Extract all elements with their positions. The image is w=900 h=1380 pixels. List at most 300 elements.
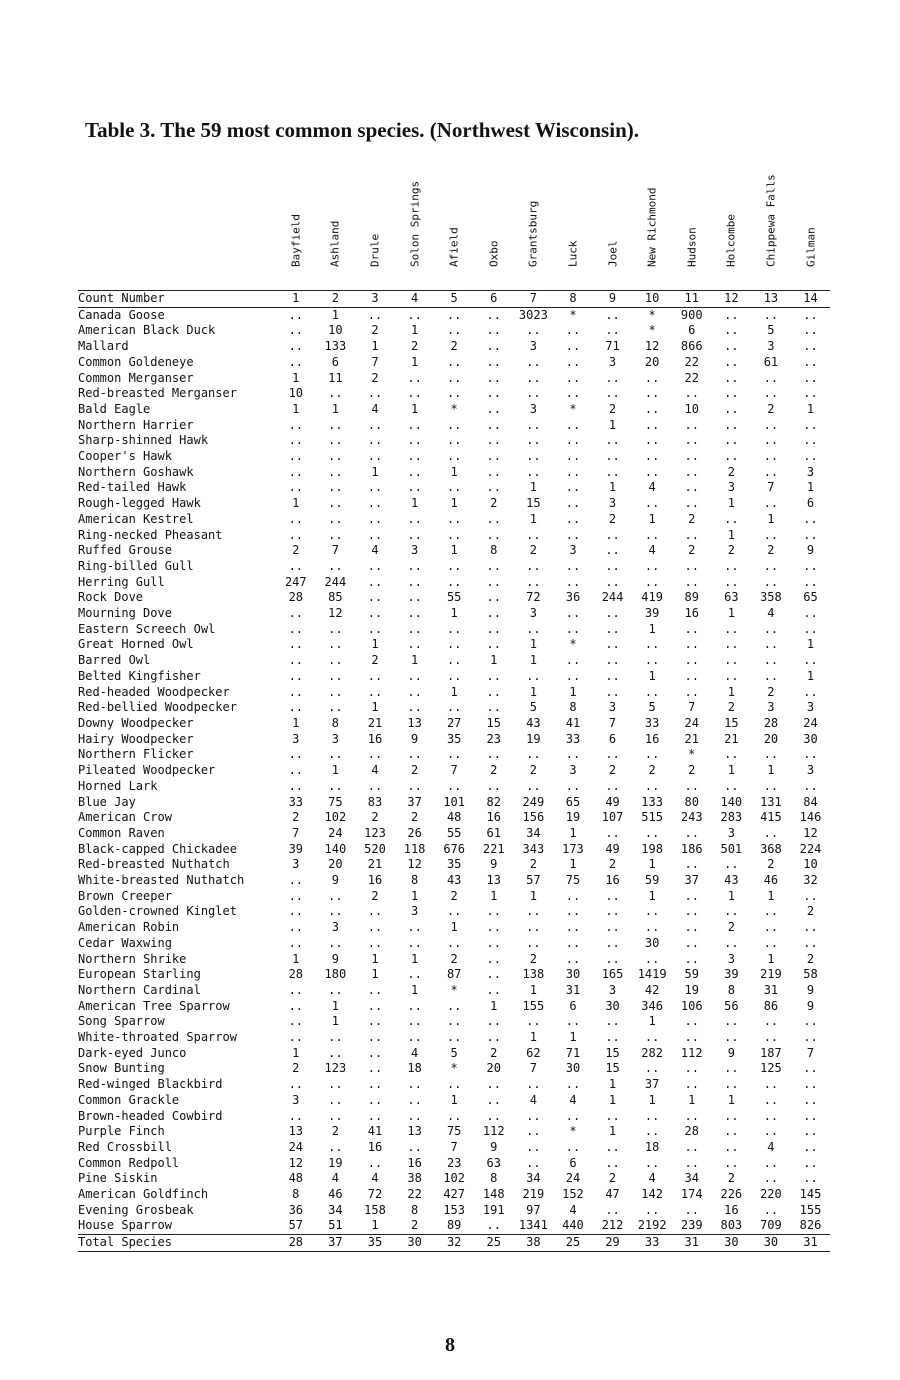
count-cell: 30	[565, 967, 581, 982]
species-name: American Kestrel	[78, 511, 194, 526]
count-cell: 12	[803, 825, 818, 840]
count-cell: 3	[727, 951, 735, 966]
count-cell: 1	[648, 621, 656, 636]
count-cell: ..	[328, 1108, 343, 1123]
count-cell: ..	[644, 653, 660, 668]
count-cell: ..	[407, 417, 422, 432]
total-species-label: Total Species	[78, 1235, 276, 1252]
count-cell: 4	[569, 1202, 577, 1217]
count-cell: 33	[644, 715, 660, 730]
count-cell: ..	[486, 904, 501, 919]
table-row	[78, 1014, 830, 1030]
count-cell: ..	[724, 747, 739, 762]
count-cell: 43	[446, 873, 462, 888]
count-cell: ..	[446, 700, 462, 715]
count-cell: 72	[526, 590, 541, 605]
count-cell: 16	[644, 731, 660, 746]
count-cell: 30	[644, 935, 660, 950]
count-cell: ..	[367, 1077, 383, 1092]
count-cell: 2	[410, 1218, 419, 1233]
count-cell: ..	[367, 935, 383, 950]
count-cell: ..	[328, 1092, 343, 1107]
species-name: Eastern Screech Owl	[78, 621, 216, 636]
count-cell: ..	[803, 1155, 818, 1170]
count-cell: 7	[608, 715, 617, 730]
count-cell: 1	[806, 401, 815, 416]
count-cell: ..	[526, 1014, 541, 1029]
count-cell: ..	[605, 637, 620, 652]
count-cell: 2	[410, 339, 419, 354]
count-cell: ..	[763, 307, 779, 322]
table-row	[78, 873, 830, 889]
table-row	[78, 795, 830, 811]
species-name: Barred Owl	[78, 653, 151, 668]
count-cell: ..	[644, 574, 660, 589]
count-cell: 1	[450, 606, 458, 621]
species-name: Downy Woodpecker	[78, 715, 194, 730]
count-cell: ..	[407, 464, 422, 479]
count-cell: 28	[288, 590, 304, 605]
count-cell: ..	[328, 417, 343, 432]
count-cell: 61	[486, 825, 501, 840]
species-name: Ruffed Grouse	[78, 543, 172, 558]
count-cell: 10	[684, 401, 699, 416]
table-row	[78, 732, 830, 748]
table-row	[78, 669, 830, 685]
count-cell: ..	[288, 904, 304, 919]
count-number-cell: 2	[316, 291, 356, 308]
count-cell: ..	[486, 480, 501, 495]
count-cell: 24	[288, 1139, 304, 1154]
table-row	[78, 936, 830, 952]
species-name: Mourning Dove	[78, 606, 172, 621]
table-row	[78, 386, 830, 402]
count-cell: 2	[806, 904, 815, 919]
count-cell: ..	[486, 606, 501, 621]
count-cell: 18	[644, 1139, 660, 1154]
count-cell: ..	[328, 464, 343, 479]
table-row	[78, 543, 830, 559]
count-cell: ..	[724, 433, 739, 448]
count-cell: ..	[526, 668, 541, 683]
count-cell: ..	[367, 1014, 383, 1029]
count-cell: 219	[522, 1187, 545, 1202]
count-cell: ..	[486, 590, 501, 605]
count-cell: ..	[407, 920, 422, 935]
count-cell: ..	[684, 1030, 699, 1045]
count-cell: ..	[684, 904, 699, 919]
count-cell: ..	[288, 323, 304, 338]
count-cell: 1	[292, 1045, 300, 1060]
count-cell: 107	[601, 810, 624, 825]
count-cell: 7	[688, 700, 696, 715]
count-cell: 72	[367, 1187, 383, 1202]
count-cell: ..	[288, 417, 304, 432]
count-cell: ..	[328, 558, 343, 573]
column-header	[604, 160, 622, 280]
count-cell: 1	[371, 339, 379, 354]
count-cell: 1	[410, 888, 419, 903]
count-cell: ..	[328, 747, 343, 762]
count-cell: ..	[407, 527, 422, 542]
count-cell: ..	[565, 747, 581, 762]
count-cell: 16	[367, 873, 383, 888]
count-cell: 4	[767, 606, 775, 621]
count-cell: 16	[684, 606, 699, 621]
count-cell: 427	[443, 1187, 466, 1202]
count-cell: 146	[799, 810, 822, 825]
count-cell: ..	[565, 888, 581, 903]
table-row	[78, 747, 830, 763]
count-cell: ..	[486, 511, 501, 526]
count-cell: ..	[367, 982, 383, 997]
count-cell: 57	[288, 1218, 304, 1233]
species-name: Blue Jay	[78, 794, 136, 809]
count-cell: ..	[288, 339, 304, 354]
column-header	[722, 160, 740, 280]
count-cell: 2	[529, 857, 537, 872]
count-cell: 37	[684, 873, 699, 888]
count-cell: ..	[407, 307, 422, 322]
count-cell: ..	[486, 527, 501, 542]
count-cell: 7	[331, 543, 339, 558]
count-cell: 140	[720, 794, 743, 809]
count-cell: ..	[486, 464, 501, 479]
count-cell: ..	[605, 621, 620, 636]
table-row	[78, 449, 830, 465]
count-cell: 20	[763, 731, 779, 746]
count-cell: ..	[407, 433, 422, 448]
count-cell: 4	[371, 1171, 379, 1186]
count-cell: 62	[526, 1045, 541, 1060]
count-cell: ..	[288, 700, 304, 715]
count-cell: ..	[407, 590, 422, 605]
count-cell: ..	[328, 449, 343, 464]
count-cell: ..	[367, 1092, 383, 1107]
count-cell: ..	[288, 998, 304, 1013]
count-cell: *	[648, 307, 656, 322]
table-row	[78, 685, 830, 701]
count-cell: 419	[641, 590, 663, 605]
count-cell: 118	[403, 841, 426, 856]
count-cell: ..	[446, 449, 462, 464]
count-cell: ..	[644, 527, 660, 542]
count-cell: 282	[641, 1045, 663, 1060]
count-cell: ..	[684, 1077, 699, 1092]
count-cell: 3	[569, 763, 577, 778]
count-cell: 173	[562, 841, 584, 856]
table-row	[78, 1046, 830, 1062]
count-cell: ..	[803, 606, 818, 621]
count-cell: 10	[803, 857, 818, 872]
count-cell: 42	[644, 982, 660, 997]
count-cell: 49	[605, 794, 620, 809]
count-cell: ..	[644, 904, 660, 919]
count-cell: 180	[324, 967, 347, 982]
count-cell: ..	[684, 857, 699, 872]
count-cell: ..	[328, 700, 343, 715]
count-cell: ..	[367, 574, 383, 589]
count-cell: ..	[288, 684, 304, 699]
count-cell: ..	[565, 323, 581, 338]
count-cell: 2	[688, 763, 696, 778]
count-cell: 65	[803, 590, 818, 605]
total-cell: 32	[434, 1235, 474, 1252]
count-cell: ..	[288, 653, 304, 668]
count-cell: ..	[803, 935, 818, 950]
count-cell: 9	[806, 998, 815, 1013]
count-cell: ..	[288, 527, 304, 542]
column-header-label: Afield	[447, 227, 461, 267]
species-count-table	[78, 290, 830, 1252]
count-cell: ..	[407, 621, 422, 636]
count-cell: ..	[486, 982, 501, 997]
species-name: American Robin	[78, 920, 180, 935]
count-cell: ..	[724, 574, 739, 589]
count-cell: ..	[526, 354, 541, 369]
count-cell: 158	[364, 1202, 386, 1217]
count-cell: 11	[328, 370, 343, 385]
count-cell: 15	[526, 496, 541, 511]
total-cell: 30	[395, 1235, 435, 1252]
count-cell: ..	[288, 982, 304, 997]
count-cell: ..	[803, 778, 818, 793]
table-row	[78, 842, 830, 858]
table-row	[78, 371, 830, 387]
species-name: European Starling	[78, 967, 201, 982]
count-cell: ..	[684, 888, 699, 903]
count-cell: 1	[529, 684, 537, 699]
count-cell: ..	[644, 449, 660, 464]
count-cell: 16	[724, 1202, 739, 1217]
count-cell: 220	[760, 1187, 782, 1202]
count-cell: 131	[760, 794, 782, 809]
count-cell: ..	[486, 1108, 501, 1123]
count-cell: ..	[684, 653, 699, 668]
column-header-label: Chippewa Falls	[764, 174, 778, 267]
count-cell: 346	[641, 998, 663, 1013]
table-row	[78, 1140, 830, 1156]
count-cell: ..	[684, 1108, 699, 1123]
species-name: Evening Grosbeak	[78, 1202, 194, 1217]
count-cell: ..	[644, 496, 660, 511]
count-cell: 7	[450, 763, 458, 778]
count-cell: ..	[763, 558, 779, 573]
count-cell: ..	[763, 464, 779, 479]
count-cell: ..	[605, 606, 620, 621]
count-cell: 21	[684, 731, 699, 746]
count-cell: 2	[371, 323, 379, 338]
count-cell: 3	[292, 1092, 300, 1107]
count-number-cell: 1	[276, 291, 316, 308]
count-cell: ..	[328, 1030, 343, 1045]
count-cell: 35	[446, 731, 462, 746]
count-cell: ..	[367, 606, 383, 621]
table-row	[78, 1203, 830, 1219]
species-name: Brown-headed Cowbird	[78, 1108, 223, 1123]
count-cell: 1	[529, 982, 537, 997]
column-header	[485, 160, 503, 280]
table-row	[78, 606, 830, 622]
count-cell: ..	[526, 1155, 541, 1170]
count-cell: ..	[565, 558, 581, 573]
count-cell: ..	[446, 1014, 462, 1029]
count-cell: ..	[407, 606, 422, 621]
count-cell: ..	[367, 417, 383, 432]
count-cell: ..	[803, 339, 818, 354]
count-cell: 4	[648, 480, 656, 495]
count-cell: 13	[407, 1124, 422, 1139]
count-cell: ..	[565, 951, 581, 966]
count-cell: 2	[608, 763, 617, 778]
count-cell: ..	[644, 386, 660, 401]
count-cell: ..	[763, 386, 779, 401]
count-cell: ..	[328, 684, 343, 699]
count-cell: ..	[644, 951, 660, 966]
count-cell: 3	[608, 354, 617, 369]
total-cell: 28	[276, 1235, 316, 1252]
count-cell: ..	[407, 386, 422, 401]
count-cell: ..	[288, 668, 304, 683]
species-name: Ring-necked Pheasant	[78, 527, 223, 542]
count-cell: ..	[446, 1077, 462, 1092]
count-cell: 3	[529, 339, 537, 354]
column-header-label: Joel	[606, 240, 620, 267]
count-cell: ..	[565, 1014, 581, 1029]
count-cell: ..	[724, 653, 739, 668]
count-cell: 71	[565, 1045, 581, 1060]
count-number-cell: 6	[474, 291, 514, 308]
count-cell: 22	[407, 1187, 422, 1202]
count-cell: 1	[410, 951, 419, 966]
count-cell: 33	[565, 731, 581, 746]
count-cell: 2	[371, 888, 379, 903]
count-cell: 10	[328, 323, 343, 338]
count-cell: 61	[763, 354, 779, 369]
count-cell: 7	[450, 1139, 458, 1154]
count-cell: 1	[331, 1014, 339, 1029]
table-row	[78, 637, 830, 653]
count-cell: ..	[288, 1014, 304, 1029]
column-header-label: Gilman	[804, 227, 818, 267]
count-cell: 9	[410, 731, 419, 746]
total-cell: 31	[672, 1235, 712, 1252]
count-cell: 75	[328, 794, 343, 809]
count-cell: ..	[486, 684, 501, 699]
count-cell: 1	[648, 888, 656, 903]
count-cell: ..	[644, 1108, 660, 1123]
count-number-cell: 7	[514, 291, 554, 308]
count-cell: ..	[763, 417, 779, 432]
count-cell: 2	[688, 543, 696, 558]
count-cell: 48	[288, 1171, 304, 1186]
species-name: American Crow	[78, 810, 172, 825]
count-cell: ..	[605, 574, 620, 589]
count-cell: 1	[371, 700, 379, 715]
count-cell: 709	[760, 1218, 782, 1233]
count-cell: 1	[608, 1092, 617, 1107]
count-cell: ..	[684, 1202, 699, 1217]
count-cell: ..	[724, 1030, 739, 1045]
count-cell: 8	[410, 873, 419, 888]
count-cell: ..	[644, 433, 660, 448]
count-cell: 89	[446, 1218, 462, 1233]
count-cell: ..	[407, 747, 422, 762]
count-cell: ..	[565, 354, 581, 369]
column-header-label: New Richmond	[645, 187, 659, 267]
count-cell: 59	[684, 967, 699, 982]
count-cell: 249	[522, 794, 545, 809]
count-number-cell: 8	[553, 291, 593, 308]
count-cell: 2	[371, 810, 379, 825]
count-cell: 4	[371, 543, 379, 558]
count-cell: ..	[526, 935, 541, 950]
count-cell: ..	[526, 449, 541, 464]
count-cell: 12	[644, 339, 660, 354]
species-name: Common Grackle	[78, 1092, 180, 1107]
count-cell: ..	[605, 1202, 620, 1217]
count-cell: ..	[565, 1108, 581, 1123]
total-species-row	[78, 1235, 830, 1252]
count-cell: ..	[486, 558, 501, 573]
count-cell: 1	[371, 1218, 379, 1233]
count-cell: ..	[803, 386, 818, 401]
count-cell: ..	[763, 935, 779, 950]
count-cell: ..	[763, 825, 779, 840]
count-cell: 2	[727, 543, 735, 558]
count-cell: ..	[446, 621, 462, 636]
count-cell: ..	[486, 1218, 501, 1233]
count-cell: 3	[529, 606, 537, 621]
count-cell: 1	[490, 888, 498, 903]
count-cell: 1	[450, 496, 458, 511]
count-cell: 22	[684, 354, 699, 369]
count-number-row	[78, 291, 830, 308]
count-cell: 3	[767, 339, 775, 354]
count-cell: ..	[367, 449, 383, 464]
count-cell: ..	[803, 653, 818, 668]
species-name: Brown Creeper	[78, 888, 172, 903]
count-cell: 33	[288, 794, 304, 809]
count-cell: 2	[490, 763, 498, 778]
table-row	[78, 622, 830, 638]
count-cell: *	[569, 401, 577, 416]
species-name: Dark-eyed Junco	[78, 1045, 187, 1060]
table-row	[78, 1077, 830, 1093]
species-name: Song Sparrow	[78, 1014, 165, 1029]
count-cell: 16	[367, 731, 383, 746]
species-name: Horned Lark	[78, 778, 158, 793]
count-cell: ..	[288, 1077, 304, 1092]
count-cell: 1	[331, 401, 339, 416]
count-cell: 2	[371, 370, 379, 385]
count-cell: ..	[288, 449, 304, 464]
count-cell: 239	[680, 1218, 703, 1233]
count-cell: 19	[526, 731, 541, 746]
table-row	[78, 889, 830, 905]
species-name: Northern Cardinal	[78, 982, 201, 997]
count-cell: 1	[727, 606, 735, 621]
count-cell: ..	[724, 449, 739, 464]
table-row	[78, 826, 830, 842]
count-cell: ..	[486, 370, 501, 385]
count-cell: ..	[367, 386, 383, 401]
species-name: Black-capped Chickadee	[78, 841, 237, 856]
count-cell: ..	[605, 904, 620, 919]
count-cell: ..	[684, 825, 699, 840]
table-row	[78, 857, 830, 873]
species-name: Ring-billed Gull	[78, 558, 194, 573]
